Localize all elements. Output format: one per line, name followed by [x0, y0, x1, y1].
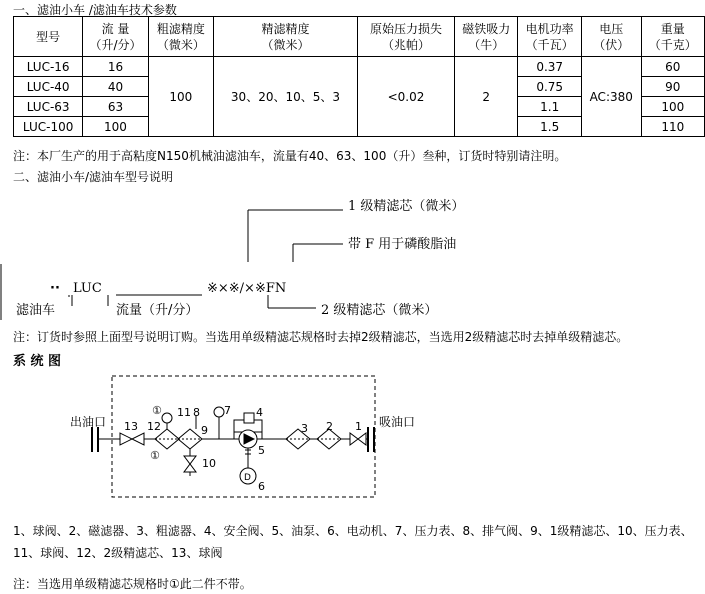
number-7: 7 — [224, 404, 231, 417]
number-2: 2 — [326, 420, 333, 433]
cell-flow: 16 — [83, 57, 148, 77]
outlet-label: 出油口 — [70, 415, 107, 429]
section2-title: 二、滤油小车/滤油车型号说明 — [13, 170, 174, 184]
cell-model: LUC-40 — [14, 77, 83, 97]
header-pressure-loss: 原始压力损失 （兆帕） — [357, 17, 454, 57]
code-dots: ·· — [50, 281, 60, 296]
section1-title: 一、滤油小车 /滤油车技术参数 — [13, 3, 177, 17]
cell-pressure-loss: <0.02 — [357, 57, 454, 137]
model-code-diagram — [0, 186, 705, 326]
header-weight: 重量 （千克） — [641, 17, 704, 57]
table-row — [14, 57, 705, 77]
label-filter-cart: 滤油车 — [16, 303, 56, 318]
cell-power: 0.37 — [518, 57, 581, 77]
number-10: 10 — [202, 457, 216, 470]
header-coarse: 粗滤精度 （微米） — [148, 17, 213, 57]
number-6: 6 — [258, 480, 265, 493]
note-ordering: 注：订货时参照上面型号说明订购。当选用单级精滤芯规格时去掉2级精滤芯，当选用2级精滤芯时去掉单级精滤芯。 — [13, 330, 629, 344]
number-11: 11 — [177, 406, 191, 419]
code-prefix: LUC — [73, 281, 102, 296]
circled-mark-top: ① — [152, 404, 162, 417]
cell-flow: 40 — [83, 77, 148, 97]
system-schematic — [0, 368, 705, 508]
note-high-viscosity: 注：本厂生产的用于高粘度N150机械油滤油车，流量有40、63、100（升）叁种，订货时特别请注明。 — [13, 149, 567, 163]
header-fine: 精滤精度 （微米） — [213, 17, 357, 57]
number-9: 9 — [201, 424, 208, 437]
header-magnet: 磁铁吸力 （牛） — [454, 17, 518, 57]
cell-voltage: AC:380 — [581, 57, 641, 137]
code-suffix: ※×※/×※FN — [207, 281, 287, 296]
number-8: 8 — [193, 406, 200, 419]
cell-power: 1.1 — [518, 97, 581, 117]
note-single-stage: 注：当选用单级精滤芯规格时①此二件不带。 — [13, 577, 252, 591]
number-4: 4 — [256, 406, 263, 419]
table-header-row — [14, 17, 705, 57]
cell-flow: 63 — [83, 97, 148, 117]
cell-fine: 30、20、10、5、3 — [213, 57, 357, 137]
header-model: 型号 — [14, 17, 83, 57]
system-diagram-title: 系 统 图 — [13, 354, 62, 369]
cell-model: LUC-63 — [14, 97, 83, 117]
cell-model: LUC-16 — [14, 57, 83, 77]
number-1: 1 — [355, 420, 362, 433]
label-flow-rate: 流量（升/分） — [116, 303, 199, 318]
inlet-label: 吸油口 — [379, 415, 416, 429]
cell-model: LUC-100 — [14, 117, 83, 137]
cell-power: 1.5 — [518, 117, 581, 137]
motor-letter: D — [244, 473, 251, 483]
label-stage2-filter: 2 级精滤芯（微米） — [321, 303, 438, 318]
cell-magnet: 2 — [454, 57, 518, 137]
cell-power: 0.75 — [518, 77, 581, 97]
cell-coarse: 100 — [148, 57, 213, 137]
component-legend: 1、球阀、2、磁滤器、3、粗滤器、4、安全阀、5、油泵、6、电动机、7、压力表、8、排气阀、9、1级精滤芯、10、压力表、11、球阀、12、2级精滤芯、13、球阀 — [13, 524, 693, 560]
header-flow: 流 量 （升/分） — [83, 17, 148, 57]
cell-weight: 60 — [641, 57, 704, 77]
cell-weight: 90 — [641, 77, 704, 97]
cell-flow: 100 — [83, 117, 148, 137]
number-12: 12 — [147, 420, 161, 433]
spec-table — [13, 16, 705, 137]
circled-mark-bottom: ① — [150, 449, 160, 462]
cell-weight: 110 — [641, 117, 704, 137]
header-voltage: 电压 （伏） — [581, 17, 641, 57]
label-phosphate-oil: 带 F 用于磷酸脂油 — [348, 237, 457, 252]
header-power: 电机功率 （千瓦） — [518, 17, 581, 57]
number-13: 13 — [124, 420, 138, 433]
label-stage1-filter: 1 级精滤芯（微米） — [348, 199, 465, 214]
number-3: 3 — [301, 422, 308, 435]
number-5: 5 — [258, 444, 265, 457]
cell-weight: 100 — [641, 97, 704, 117]
